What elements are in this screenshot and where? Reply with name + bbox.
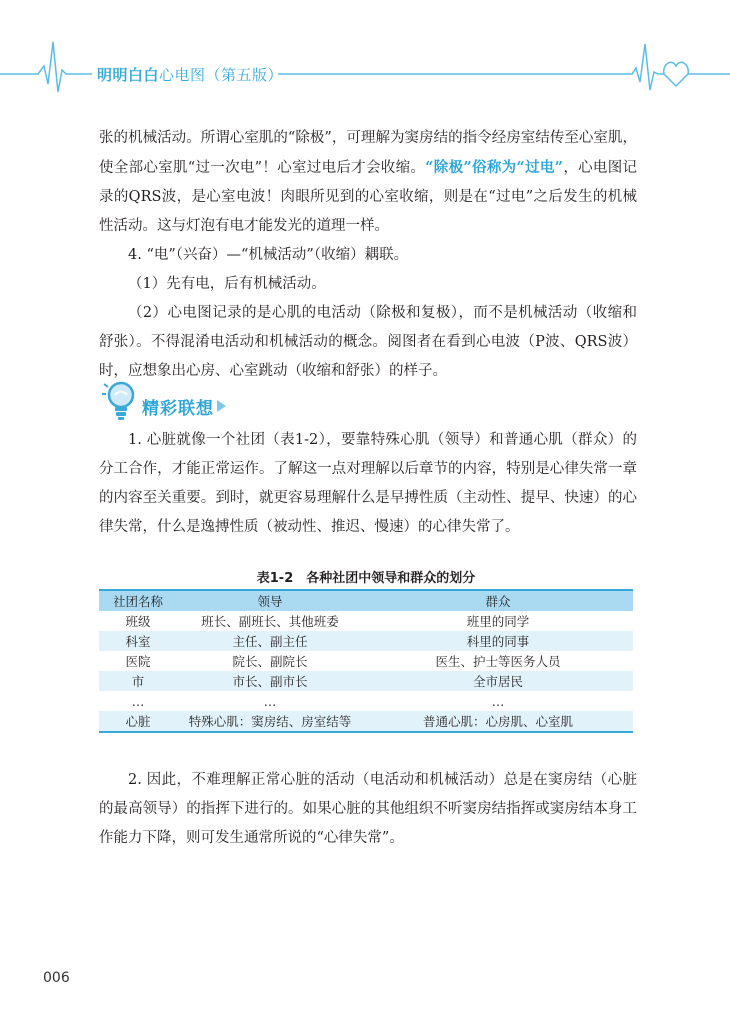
section-title: 精彩联想 <box>142 399 214 419</box>
comparison-table <box>99 589 633 733</box>
table-header-cell: 群众 <box>363 590 633 611</box>
paragraph-text: 张的机械活动。所谓心室肌的“除极”，可理解为窦房结的指令经房室结传至心室肌，使全部心室肌“过一次电”！心室过电后才会收缩。 <box>99 130 637 176</box>
paragraph: 2. 因此，不难理解正常心脏的活动（电活动和机械活动）总是在窦房结（心脏的最高领导）的指挥下进行的。如果心脏的其他组织不听窦房结指挥或窦房结本身工作能力下降，则可发生通常所说的“心律失常”。 <box>99 772 637 846</box>
table-header-cell: 社团名称 <box>99 590 177 611</box>
table-cell: 心脏 <box>99 711 177 732</box>
paragraph: （1）先有电，后有机械活动。 <box>128 276 326 292</box>
table-cell: 班级 <box>125 614 151 629</box>
paragraph-text: ，心电图记录的QRS波，是心室电波！肉眼所见到的心室收缩，则是在“过电”之后发生的机械性活动。这与灯泡有电才能发光的道理一样。 <box>99 160 638 234</box>
table-cell: 医生、护士等医务人员 <box>435 654 561 669</box>
table-row <box>99 711 633 732</box>
triangle-arrow-icon <box>217 400 226 412</box>
paragraph: 1. 心脏就像一个社团（表1-2），要靠特殊心肌（领导）和普通心肌（群众）的分工合作，才能正常运作。了解这一点对理解以后章节的内容，特别是心律失常一章的内容至关重要。到时，就更容易理解什么是早搏性质（主动性、提早、快速）的心律失常，什么是逸搏性质（被动性、推迟、慢速）的心律失常了。 <box>99 432 637 535</box>
highlighted-term: “除极”俗称为“过电” <box>425 159 564 176</box>
lightbulb-icon <box>100 380 140 422</box>
table-cell: 特殊心肌：窦房结、房室结等 <box>177 711 363 732</box>
body-text-bottom <box>99 766 637 853</box>
table-cell: 普通心肌：心房肌、心室肌 <box>363 711 633 732</box>
table-row <box>99 671 633 691</box>
section-heading <box>100 380 300 422</box>
table-cell: 市 <box>99 671 177 691</box>
paragraph: （2）心电图记录的是心肌的电活动（除极和复极），而不是机械活动（收缩和舒张）。不得混淆电活动和机械活动的概念。阅图者在看到心电波（P波、QRS波）时，应想象出心房、心室跳动（收缩和舒张）的样子。 <box>99 305 637 379</box>
table-cell: 科里的同事 <box>363 631 633 651</box>
table-cell: 班里的同学 <box>466 614 530 629</box>
body-text-top <box>99 124 637 386</box>
page-header <box>0 0 730 110</box>
table-row <box>99 611 633 631</box>
book-title-bold: 明明白白 <box>97 66 160 84</box>
page-number: 006 <box>43 970 70 986</box>
table-header-row <box>99 590 633 611</box>
book-title <box>97 64 283 85</box>
table-cell: 主任、副主任 <box>177 631 363 651</box>
table-cell: 市长、副市长 <box>177 671 363 691</box>
table-cell: 院长、副院长 <box>232 654 308 669</box>
table-cell: … <box>491 693 505 709</box>
table-row <box>99 631 633 651</box>
table-cell: 医院 <box>125 654 151 669</box>
table-cell: … <box>131 693 145 709</box>
table-cell: 班长、副班长、其他班委 <box>201 614 339 629</box>
table-caption: 表1-2 各种社团中领导和群众的划分 <box>256 571 476 586</box>
book-title-light: 心电图（第五版） <box>159 66 284 84</box>
table-cell: 全市居民 <box>363 671 633 691</box>
paragraph <box>99 124 637 241</box>
table-row <box>99 651 633 671</box>
ecg-line-decoration <box>0 0 730 110</box>
table-header-cell: 领导 <box>177 590 363 611</box>
table-row <box>99 691 633 711</box>
table-cell: 科室 <box>99 631 177 651</box>
paragraph: 4. “电”（兴奋）—“机械活动”（收缩）耦联。 <box>128 247 409 263</box>
body-text-mid <box>99 426 637 542</box>
table-cell: … <box>263 693 277 709</box>
